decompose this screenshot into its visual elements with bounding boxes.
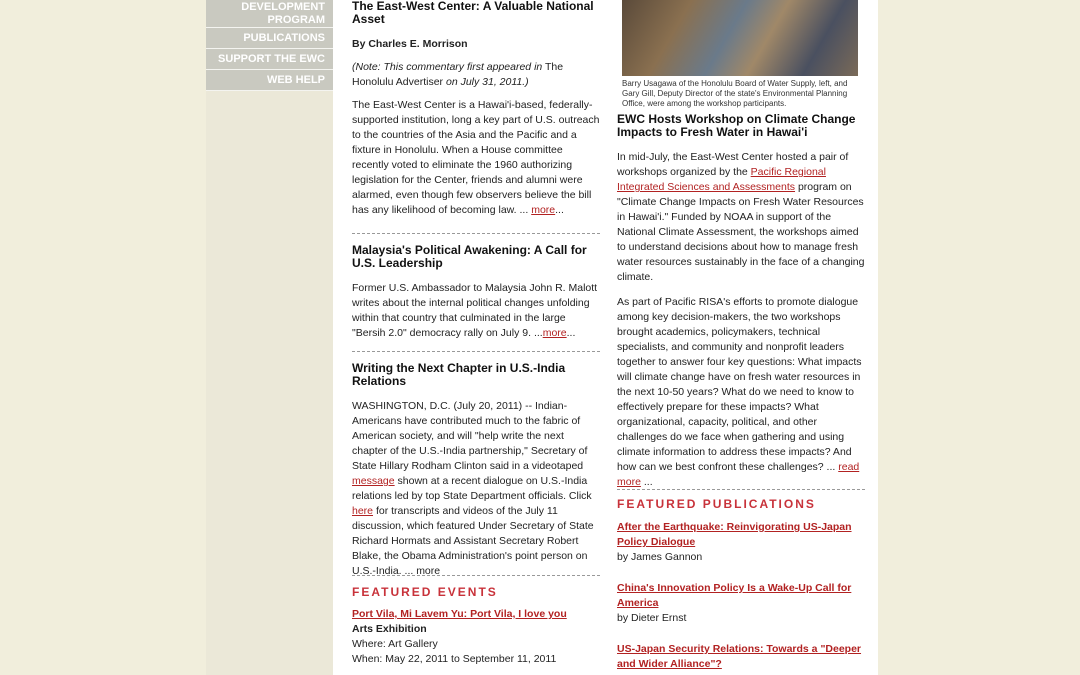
event-where: Where: Art Gallery	[352, 638, 438, 650]
publication-link[interactable]: China's Innovation Policy Is a Wake-Up Call for America	[617, 582, 852, 609]
sidebar-item-development-program[interactable]	[206, 0, 333, 28]
publication-author: by James Gannon	[617, 551, 703, 563]
event-type: Arts Exhibition	[352, 623, 427, 635]
publication-link[interactable]: After the Earthquake: Reinvigorating US-Japan Policy Dialogue	[617, 521, 852, 548]
sidebar	[206, 0, 333, 675]
article-body: WASHINGTON, D.C. (July 20, 2011) -- Indian-Americans have contributed much to the fabric of American society, and will "help write the next chapter of the U.S.-India partnership," Secretary of State Hillary Rodham Clinton said in a videotaped message shown at a recent dialogue on U.S.-India relations led by top State Department officials. Click here for transcripts and videos of the July 11 discussion, which featured Under Secretary of State Richard Hormats and Assistant Secretary Robert Blake, the Obama Administration's point person on U.S.-India. ... more	[352, 400, 594, 577]
sidebar-item-label: SUPPORT THE EWC	[218, 52, 325, 65]
divider	[352, 575, 600, 576]
event-title-link[interactable]: Port Vila, Mi Lavem Yu: Port Vila, I love you	[352, 608, 567, 620]
publication-link[interactable]: US-Japan Security Relations: Towards a "Deeper and Wider Alliance"?	[617, 643, 862, 670]
article-body: The East-West Center is a Hawai'i-based, federally-supported institution, long a key part of U.S. outreach to the countries of the Asia and the Pacific and a fixture in Honolulu. When a House committee recently voted to eliminate the 1960 authorizing legislation for the Center, friends and alumni were alarmed, even though few observers believe the bill has any likelihood of becoming law. ... more...	[352, 99, 600, 216]
divider	[617, 489, 865, 490]
feature-paragraph-2: As part of Pacific RISA's efforts to promote dialogue among key decision-makers, the two workshops brought academics, policymakers, technical specialists, and community and nonprofit leaders together to answer four key questions: What impacts will climate change have on fresh water resources in the next 10-50 years? What do we need to know to effectively prepare for these impacts? What organizational, capacity, political, and other challenges do we face when gathering and using climate information to address these impacts? And how can we best confront these challenges? ... read more ...	[617, 296, 862, 488]
article-title[interactable]: Malaysia's Political Awakening: A Call for U.S. Leadership	[352, 243, 587, 270]
divider	[352, 351, 600, 352]
pacific-risa-link[interactable]: Pacific Regional Integrated Sciences and Assessments	[617, 166, 826, 193]
workshop-photo	[622, 0, 858, 76]
article-author: By Charles E. Morrison	[352, 38, 468, 50]
sidebar-item-support[interactable]	[206, 49, 333, 70]
event-when: When: May 22, 2011 to September 11, 2011	[352, 653, 557, 665]
read-more-link[interactable]: read more	[617, 461, 860, 488]
article-body: Former U.S. Ambassador to Malaysia John R. Malott writes about the internal political changes unfolding within that country that culminated in the large "Bersih 2.0" democracy rally on July 9. ...more...	[352, 282, 598, 339]
sidebar-item-label: PROGRAM	[267, 13, 325, 26]
feature-title[interactable]: EWC Hosts Workshop on Climate Change Impacts to Fresh Water in Hawai'i	[617, 112, 856, 139]
article-title[interactable]: Writing the Next Chapter in U.S.-India Relations	[352, 361, 566, 388]
sidebar-item-label: WEB HELP	[266, 73, 325, 86]
here-link[interactable]: here	[352, 505, 374, 517]
article-title[interactable]: The East-West Center: A Valuable National Asset	[352, 0, 594, 26]
photo-caption: Barry Usagawa of the Honolulu Board of Water Supply, left, and Gary Gill, Deputy Director of the state's Environmental Planning Office, were among the workshop participants.	[622, 79, 848, 108]
more-link[interactable]: more	[542, 327, 567, 339]
divider	[352, 233, 600, 234]
sidebar-item-publications[interactable]	[206, 28, 333, 49]
feature-paragraph-1: In mid-July, the East-West Center hosted a pair of workshops organized by the Pacific Regional Integrated Sciences and Assessments program on "Climate Change Impacts on Fresh Water Resources in Hawai'i." Funded by NOAA in support of the National Climate Assessment, the workshops aimed to understand decisions about how to manage fresh water resources sustainably in the face of a changing climate.	[617, 151, 865, 283]
sidebar-item-label: DEVELOPMENT	[241, 0, 325, 13]
publication-author: by Dieter Ernst	[617, 612, 687, 624]
featured-publications-heading: FEATURED PUBLICATIONS	[617, 497, 816, 511]
more-link[interactable]: more	[531, 204, 556, 216]
article-note: (Note: This commentary first appeared in The Honolulu Advertiser on July 31, 2011.)	[352, 61, 564, 88]
page-container	[206, 0, 878, 675]
sidebar-item-web-help[interactable]	[206, 70, 333, 91]
featured-events-heading: FEATURED EVENTS	[352, 585, 498, 599]
sidebar-item-label: PUBLICATIONS	[243, 31, 325, 44]
message-link[interactable]: message	[352, 475, 395, 487]
